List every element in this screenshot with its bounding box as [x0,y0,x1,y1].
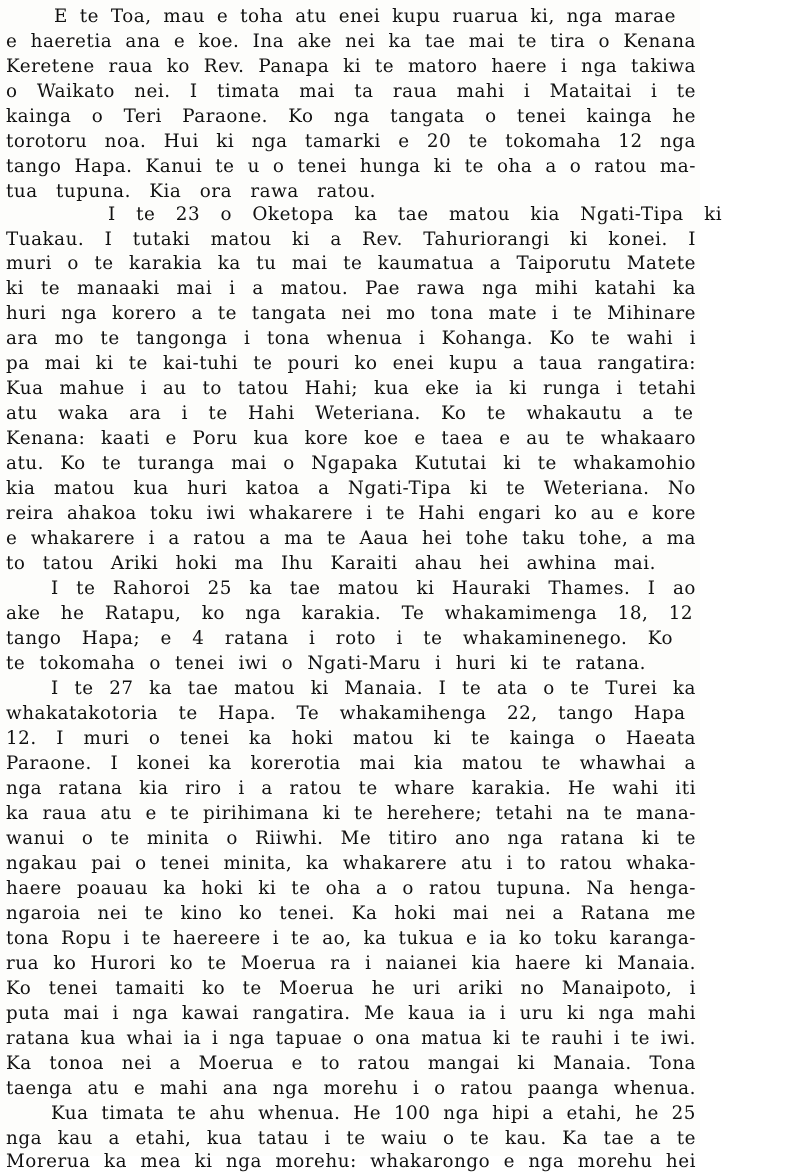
text-line: pa mai ki te kai-tuhi te pouri ko enei kupu a taua rangatira: [6,353,696,374]
text-line: I te 27 ka tae matou ki Manaia. I te ata o te Turei ka [51,678,696,699]
text-line: Kenana: kaati e Poru kua kore koe e taea e au te whakaaro [6,428,696,449]
text-line: nga kau a etahi, kua tatau i te waiu o te kau. Ka tae a te [6,1128,696,1149]
text-line: Kua mahue i au to tatou Hahi; kua eke ia ki runga i tetahi [6,378,696,399]
text-line: E te Toa, mau e toha atu enei kupu ruarua ki, nga marae [54,6,676,27]
text-line: Paraone. I konei ka korerotia mai kia matou te whawhai a [6,753,696,774]
text-line: ki te manaaki mai i a matou. Pae rawa nga mihi katahi ka [6,278,696,299]
text-line: I te 23 o Oketopa ka tae matou kia Ngati-Tipa ki [108,204,723,225]
text-line: reira ahakoa toku iwi whakarere i te Hahi engari ko au e kore [6,503,696,524]
text-line: torotoru noa. Hui ki nga tamarki e 20 te tokomaha 12 nga [6,131,696,152]
text-line: haere poauau ka hoki ki te oha a o ratou tupuna. Na henga- [6,878,696,899]
text-line: ngakau pai o tenei minita, ka whakarere atu i to ratou whaka- [6,853,696,874]
text-line: Keretene raua ko Rev. Panapa ki te matoro haere i nga takiwa [6,56,696,77]
text-line: Ko tenei tamaiti ko te Moerua he uri ariki no Manaipoto, i [6,978,696,999]
text-line: Ka tonoa nei a Moerua e to ratou mangai ki Manaia. Tona [6,1053,696,1074]
text-line: huri nga korero a te tangata nei mo tona mate i te Mihinare [6,303,696,324]
text-line: muri o te karakia ka tu mai te kaumatua a Taiporutu Matete [6,253,696,274]
text-line: ngaroia nei te kino ko tenei. Ka hoki mai nei a Ratana me [6,903,696,924]
text-line: kainga o Teri Paraone. Ko nga tangata o tenei kainga he [6,106,696,127]
text-line: puta mai i nga kawai rangatira. Me kaua ia i uru ki nga mahi [6,1003,696,1024]
text-line: te tokomaha o tenei iwi o Ngati-Maru i huri ki te ratana. [6,653,646,674]
text-line: tango Hapa. Kanui te u o tenei hunga ki te oha a o ratou ma- [6,156,696,177]
text-line: taenga atu e mahi ana nga morehu i o ratou paanga whenua. [6,1078,696,1099]
text-line: kia matou kua huri katoa a Ngati-Tipa ki te Weteriana. No [6,478,696,499]
text-line: atu waka ara i te Hahi Weteriana. Ko te whakautu a te [6,403,694,424]
text-line: to tatou Ariki hoki ma Ihu Karaiti ahau hei awhina mai. [6,553,656,574]
text-line: whakatakotoria te Hapa. Te whakamihenga 22, tango Hapa [6,703,686,724]
text-line: tango Hapa; e 4 ratana i roto i te whakaminenego. Ko [6,628,674,649]
text-line: ara mo te tangonga i tona whenua i Kohanga. Ko te wahi i [6,328,696,349]
text-line: rua ko Hurori ko te Moerua ra i naianei kia haere ki Manaia. [6,953,696,974]
text-line: e haeretia ana e koe. Ina ake nei ka tae mai te tira o Kenana [6,31,696,52]
text-line: Tuakau. I tutaki matou ki a Rev. Tahuriorangi ki konei. I [6,229,696,250]
text-line: e whakarere i a ratou a ma te Aaua hei tohe taku tohe, a ma [6,528,696,549]
text-line: Kua timata te ahu whenua. He 100 nga hipi a etahi, he 25 [51,1103,696,1124]
text-line: ake he Ratapu, ko nga karakia. Te whakamimenga 18, 12 [6,603,694,624]
text-line: tona Ropu i te haereere i te ao, ka tukua e ia ko toku karanga- [6,928,696,949]
text-line: ratana kua whai ia i nga tapuae o ona matua ki te rauhi i te iwi. [6,1028,696,1049]
text-line: nga ratana kia riro i a ratou te whare karakia. He wahi iti [6,778,696,799]
text-line: atu. Ko te turanga mai o Ngapaka Kututai ki te whakamohio [6,453,696,474]
text-line: 12. I muri o tenei ka hoki matou ki te kainga o Haeata [6,728,696,749]
text-line: I te Rahoroi 25 ka tae matou ki Hauraki Thames. I ao [51,578,696,599]
text-line: ka raua atu e te pirihimana ki te herehere; tetahi na te mana- [6,803,696,824]
text-line: tua tupuna. Kia ora rawa ratou. [6,181,376,202]
text-line: o Waikato nei. I timata mai ta raua mahi i Mataitai i te [6,81,696,102]
text-line: Morerua ka mea ki nga morehu: whakarongo e nga morehu hei [6,1151,696,1172]
text-line: wanui o te minita o Riiwhi. Me titiro ano nga ratana ki te [6,828,696,849]
